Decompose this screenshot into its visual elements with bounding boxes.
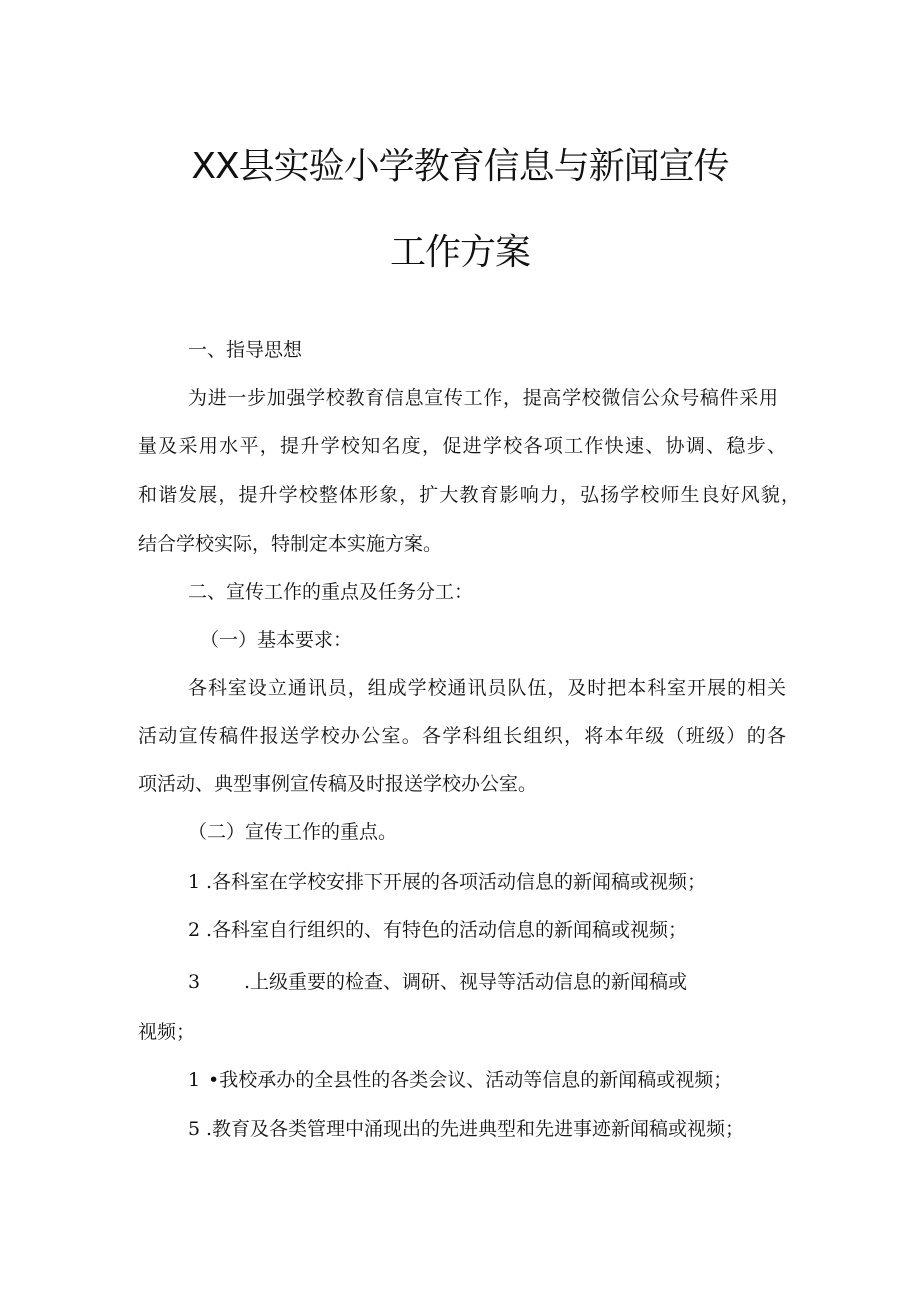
para2-line3: 项活动、典型事例宣传稿及时报送学校办公室。 bbox=[138, 773, 538, 795]
para2-line2: 活动宣传稿件报送学校办公室。各学科组长组织，将本年级（班级）的各 bbox=[138, 725, 786, 747]
list-item-number: 2 bbox=[188, 919, 201, 941]
list-item-text: •我校承办的全县性的各类会议、活动等信息的新闻稿或视频； bbox=[208, 1069, 733, 1091]
list-item-number: 1 bbox=[188, 1069, 201, 1091]
section2-heading: 二、宣传工作的重点及任务分工： bbox=[188, 581, 474, 603]
list-item-number: 3 bbox=[188, 971, 201, 993]
document-title-line1: XX县实验小学教育信息与新闻宣传 bbox=[191, 146, 729, 187]
para2-line1: 各科室设立通讯员，组成学校通讯员队伍，及时把本科室开展的相关 bbox=[188, 677, 786, 699]
list-item-text: .各科室在学校安排下开展的各项活动信息的新闻稿或视频； bbox=[206, 871, 707, 893]
sub2-heading: （二）宣传工作的重点。 bbox=[188, 821, 398, 843]
list-item-text: .上级重要的检查、调研、视导等活动信息的新闻稿或 bbox=[244, 971, 688, 993]
section1-heading: 一、指导思想 bbox=[188, 339, 303, 361]
sub1-heading: （一）基本要求： bbox=[200, 629, 353, 651]
para1-line2: 量及采用水平，提升学校知名度，促进学校各项工作快速、协调、稳步、 bbox=[138, 435, 786, 457]
document-title-line2: 工作方案 bbox=[389, 232, 530, 273]
list-item-number: 5 bbox=[188, 1118, 201, 1140]
list-item-continuation: 视频； bbox=[138, 1021, 196, 1043]
list-item-text: .各科室自行组织的、有特色的活动信息的新闻稿或视频； bbox=[206, 919, 688, 941]
para1-line1: 为进一步加强学校教育信息宣传工作，提高学校微信公众号稿件采用 bbox=[188, 387, 778, 409]
para1-line3: 和谐发展，提升学校整体形象，扩大教育影响力，弘扬学校师生良好风貌， bbox=[138, 484, 800, 506]
para1-line4: 结合学校实际，特制定本实施方案。 bbox=[138, 533, 443, 555]
list-item-text: .教育及各类管理中涌现出的先进典型和先进事迹新闻稿或视频； bbox=[206, 1118, 745, 1140]
list-item-number: 1 bbox=[188, 871, 201, 893]
